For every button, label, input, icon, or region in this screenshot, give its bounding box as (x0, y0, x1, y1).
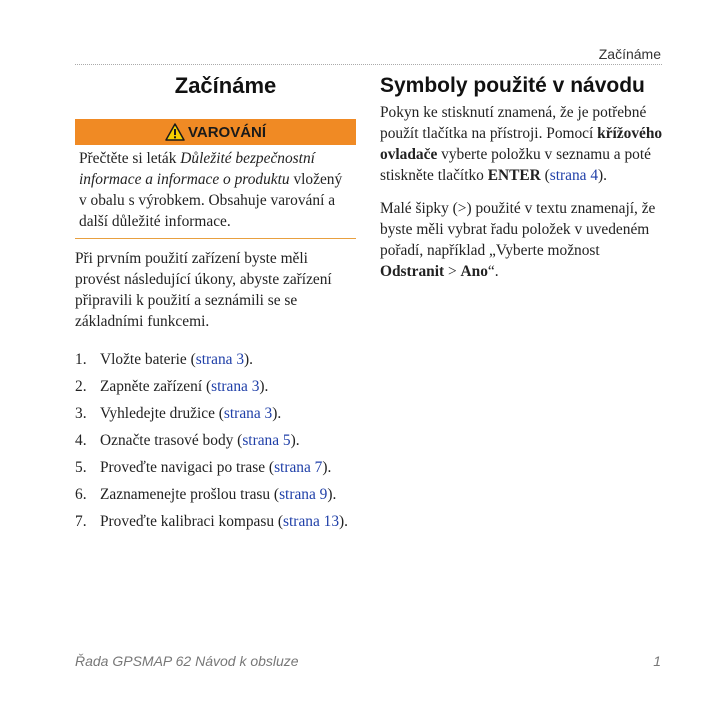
step-text: Proveďte navigaci po trase ( (100, 459, 275, 476)
step-text-end: ). (327, 486, 337, 503)
step-text-end: ). (272, 405, 282, 422)
step-number: 1. (75, 351, 87, 368)
page-link[interactable]: strana 3 (195, 351, 245, 368)
page-link[interactable]: strana 4 (549, 167, 599, 184)
warning-text-end: vložený v obalu s výrobkem. Obsahuje varování a další důležité informace. (79, 171, 343, 230)
step-text: Proveďte kalibraci kompasu ( (100, 513, 284, 530)
step-text-end: ). (290, 432, 300, 449)
page-link[interactable]: strana 7 (274, 459, 323, 476)
paragraph-text: “. (487, 263, 499, 280)
warning-box (75, 119, 356, 239)
intro-paragraph: Při prvním použití zařízení byste měli provést následující úkony, abyste zařízení připravili k použití a seznámili se se základními funkcemi. (75, 250, 332, 330)
page-link[interactable]: strana 3 (211, 378, 260, 395)
left-column (75, 70, 356, 535)
list-item (75, 373, 356, 400)
button-name: ENTER (487, 167, 541, 184)
page-link[interactable]: strana 9 (279, 486, 328, 503)
warning-document-title: Důležité bezpečnostní informace a informace o produktu (79, 150, 315, 188)
step-number: 5. (75, 459, 87, 476)
step-number: 4. (75, 432, 87, 449)
section-title-symbols: Symboly použité v návodu (380, 74, 645, 97)
warning-triangle-icon (165, 123, 185, 141)
menu-option-name: Odstranit (380, 263, 445, 280)
step-text: Označte trasové body ( (100, 432, 243, 449)
running-header: Začínáme (598, 46, 661, 62)
step-number: 6. (75, 486, 87, 503)
list-item (75, 346, 356, 373)
step-text: Zapněte zařízení ( (100, 378, 212, 395)
symbols-paragraph-1 (380, 102, 665, 186)
paragraph-text: Malé šipky (>) použité v textu znamenají, že byste měli vybrat řadu položek v uvedeném pořadí, například „Vyberte možnost (380, 200, 656, 259)
paragraph-text: vyberte položku v seznamu a poté stiskněte tlačítko (380, 146, 651, 184)
paragraph-text: > (444, 263, 461, 280)
warning-header (75, 119, 356, 145)
step-text: Zaznamenejte prošlou trasu ( (100, 486, 280, 503)
step-text-end: ). (244, 351, 253, 368)
page-link[interactable]: strana 3 (223, 405, 273, 422)
steps-list (75, 346, 356, 535)
header-divider (75, 64, 662, 65)
page-link[interactable]: strana 13 (283, 513, 340, 530)
paragraph-text: Pokyn ke stisknutí znamená, že je potřebné použít tlačítka na přístroji. Pomocí (380, 104, 647, 142)
list-item (75, 400, 356, 427)
step-text-end: ). (322, 459, 332, 476)
paragraph-text: ( (540, 167, 550, 184)
paragraph-text: ). (598, 167, 608, 184)
menu-option-name: Ano (460, 263, 488, 280)
warning-text-start: Přečtěte si leták (79, 150, 181, 167)
step-number: 3. (75, 405, 87, 422)
page-link[interactable]: strana 5 (242, 432, 291, 449)
right-column (380, 70, 665, 282)
section-title-getting-started: Začínáme (174, 73, 277, 98)
page-number: 1 (653, 653, 661, 669)
warning-text (75, 145, 356, 239)
list-item (75, 454, 356, 481)
list-item (75, 427, 356, 454)
footer-manual-title: Řada GPSMAP 62 Návod k obsluze (75, 653, 299, 669)
step-text-end: ). (259, 378, 269, 395)
control-name: křížového ovladače (380, 125, 663, 163)
symbols-paragraph-2 (380, 198, 665, 282)
list-item (75, 508, 356, 535)
step-text: Vložte baterie ( (100, 351, 196, 368)
warning-label: VAROVÁNÍ (187, 123, 267, 141)
step-text-end: ). (339, 513, 349, 530)
step-text: Vyhledejte družice ( (100, 405, 224, 422)
list-item (75, 481, 356, 508)
step-number: 2. (75, 378, 87, 395)
step-number: 7. (75, 513, 87, 530)
